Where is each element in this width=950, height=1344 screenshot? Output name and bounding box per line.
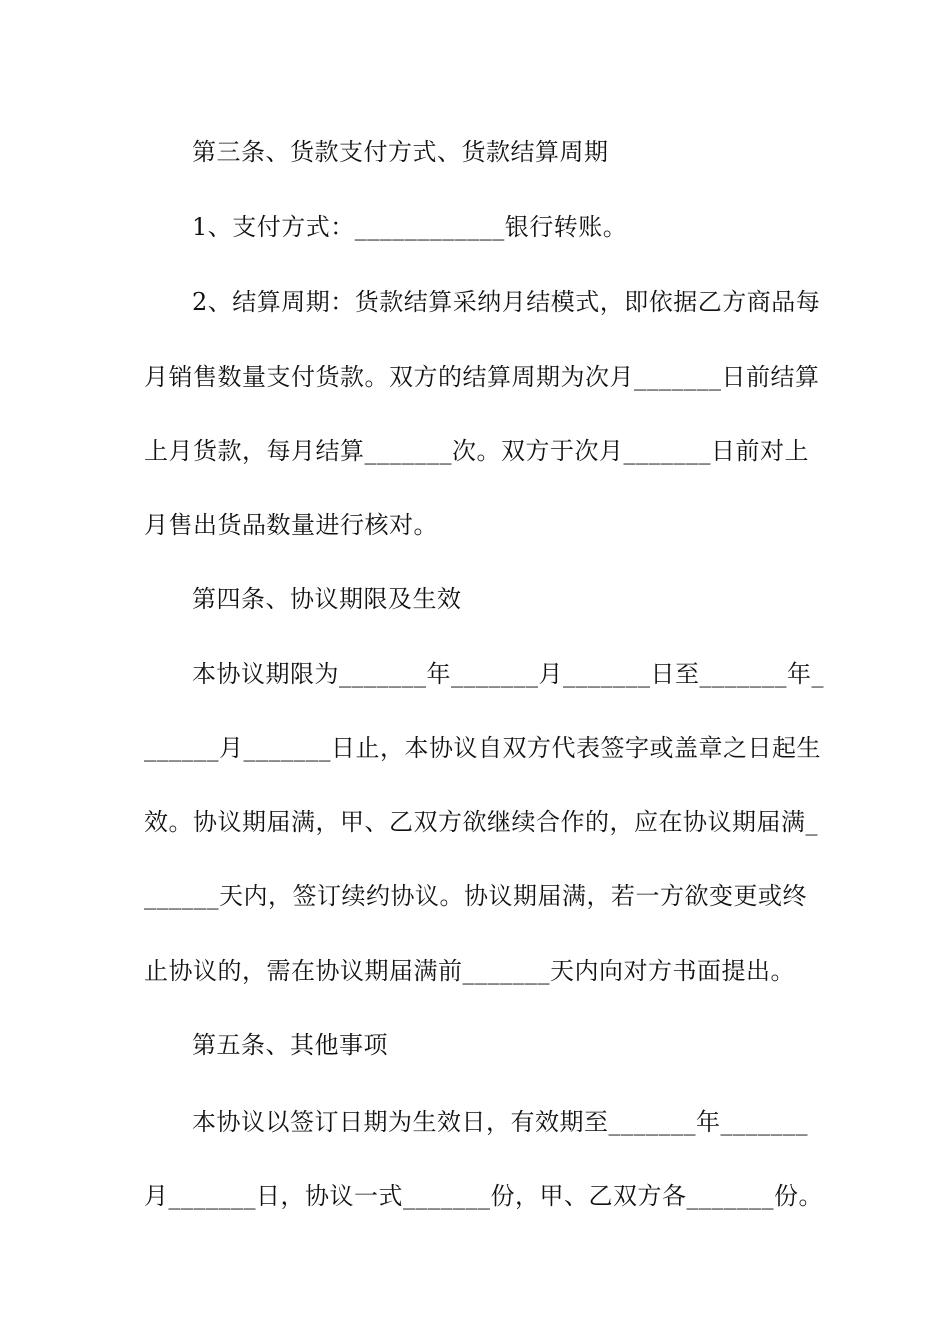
article-4-heading: 第四条、协议期限及生效 (192, 585, 462, 613)
payment-method-line: 1、支付方式：____________银行转账。 (192, 213, 628, 241)
term-line-3: 效。协议期届满，甲、乙双方欲继续合作的，应在协议期届满_ (144, 808, 818, 836)
term-line-4: ______天内，签订续约协议。协议期届满，若一方欲变更或终 (144, 882, 807, 910)
settlement-period-line-1: 2、结算周期：货款结算采纳月结模式，即依据乙方商品每 (192, 288, 821, 316)
term-line-1: 本协议期限为_______年_______月_______日至_______年_ (192, 660, 824, 688)
settlement-period-line-4: 月售出货品数量进行核对。 (144, 511, 438, 539)
term-line-2: ______月_______日止，本协议自双方代表签字或盖章之日起生 (144, 734, 821, 762)
term-line-5: 止协议的，需在协议期届满前_______天内向对方书面提出。 (144, 957, 795, 985)
article-3-heading: 第三条、货款支付方式、货款结算周期 (192, 138, 609, 166)
other-matters-line-2: 月_______日，协议一式_______份，甲、乙双方各_______份。 (144, 1182, 823, 1210)
settlement-period-line-3: 上月货款，每月结算_______次。双方于次月_______日前对上 (144, 437, 809, 465)
article-5-heading: 第五条、其他事项 (192, 1031, 388, 1059)
other-matters-line-1: 本协议以签订日期为生效日，有效期至_______年_______ (192, 1108, 808, 1136)
settlement-period-line-2: 月销售数量支付货款。双方的结算周期为次月_______日前结算 (144, 363, 820, 391)
